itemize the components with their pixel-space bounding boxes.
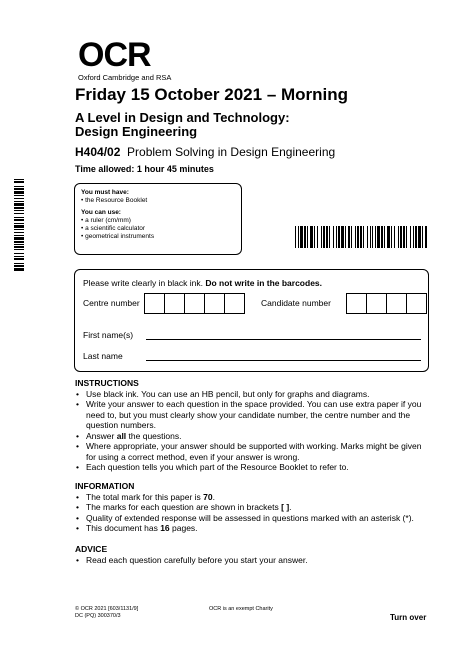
advice-item: • Read each question carefully before you start your answer. bbox=[75, 555, 430, 566]
centre-number-cell[interactable] bbox=[164, 293, 185, 314]
paper-code: H404/02 bbox=[75, 145, 121, 159]
instructions-section bbox=[75, 378, 430, 473]
candidate-number-cell[interactable] bbox=[386, 293, 407, 314]
advice-heading: ADVICE bbox=[75, 544, 108, 554]
candidate-number-cell[interactable] bbox=[366, 293, 387, 314]
ocr-logo bbox=[78, 38, 171, 82]
can-use-heading: You can use: bbox=[81, 209, 121, 216]
last-name-label: Last name bbox=[83, 351, 123, 361]
side-barcode bbox=[14, 178, 24, 273]
instruction-item: • Write your answer to each question in the space provided. You can use extra paper if you need to, but you must clearly show your candidate number, the centre number and the question numbers. bbox=[75, 399, 430, 431]
instruction-item: • Use black ink. You can use an HB pencil, but only for graphs and diagrams. bbox=[75, 389, 430, 400]
candidate-number-cell[interactable] bbox=[346, 293, 367, 314]
exam-date: Friday 15 October 2021 – Morning bbox=[75, 85, 349, 104]
equipment-box bbox=[74, 183, 242, 255]
can-use-list bbox=[81, 217, 235, 241]
instruction-item: • Answer all the questions. bbox=[75, 431, 430, 442]
instruction-item: • Each question tells you which part of the Resource Booklet to refer to. bbox=[75, 462, 430, 473]
last-name-line[interactable] bbox=[146, 360, 421, 361]
instruction-bold-text: Do not write in the barcodes. bbox=[205, 278, 323, 288]
list-item: • the Resource Booklet bbox=[81, 197, 235, 205]
instruction-item: • Where appropriate, your answer should be supported with working. Marks might be given for using a correct method, even if your answer is wrong. bbox=[75, 441, 430, 462]
must-have-list bbox=[81, 197, 235, 205]
first-names-label: First name(s) bbox=[83, 330, 134, 340]
first-names-line[interactable] bbox=[146, 339, 421, 340]
candidate-number-field[interactable] bbox=[347, 293, 427, 314]
centre-number-cell[interactable] bbox=[144, 293, 165, 314]
paper-name: Problem Solving in Design Engineering bbox=[127, 145, 336, 159]
information-item: • The marks for each question are shown in brackets [ ]. bbox=[75, 502, 430, 513]
paper-title bbox=[75, 145, 335, 159]
logo-subtitle: Oxford Cambridge and RSA bbox=[78, 73, 172, 82]
candidate-details-box bbox=[74, 269, 429, 372]
centre-number-cell[interactable] bbox=[184, 293, 205, 314]
must-have-heading: You must have: bbox=[81, 189, 129, 196]
charity-text: OCR is an exempt Charity bbox=[209, 606, 273, 612]
candidate-number-cell[interactable] bbox=[406, 293, 427, 314]
document-code: DC (PQ) 300370/3 bbox=[75, 613, 121, 619]
information-section bbox=[75, 481, 430, 534]
write-clearly-instruction bbox=[83, 278, 322, 288]
information-item: • The total mark for this paper is 70. bbox=[75, 492, 430, 503]
copyright-text: © OCR 2021 [603/1131/9] bbox=[75, 606, 139, 612]
centre-number-cell[interactable] bbox=[204, 293, 225, 314]
turn-over-label: Turn over bbox=[390, 613, 427, 622]
main-barcode bbox=[294, 226, 428, 256]
instructions-heading: INSTRUCTIONS bbox=[75, 378, 139, 388]
information-heading: INFORMATION bbox=[75, 481, 135, 491]
centre-number-label: Centre number bbox=[83, 298, 140, 308]
instruction-text: Please write clearly in black ink. bbox=[83, 278, 206, 288]
information-item: • This document has 16 pages. bbox=[75, 523, 430, 534]
time-allowed: Time allowed: 1 hour 45 minutes bbox=[75, 164, 214, 174]
centre-number-field[interactable] bbox=[145, 293, 245, 314]
list-item: • a scientific calculator bbox=[81, 225, 235, 233]
subject-line-2: Design Engineering bbox=[75, 124, 198, 139]
list-item: • a ruler (cm/mm) bbox=[81, 217, 235, 225]
logo-wordmark: OCR bbox=[78, 36, 151, 74]
footer-left bbox=[75, 606, 138, 620]
centre-number-cell[interactable] bbox=[224, 293, 245, 314]
list-item: • geometrical instruments bbox=[81, 233, 235, 241]
subject-line-1: A Level in Design and Technology: bbox=[75, 110, 290, 125]
candidate-number-label: Candidate number bbox=[261, 298, 331, 308]
information-item: • Quality of extended response will be assessed in questions marked with an asterisk (*). bbox=[75, 513, 430, 524]
advice-section bbox=[75, 544, 430, 565]
